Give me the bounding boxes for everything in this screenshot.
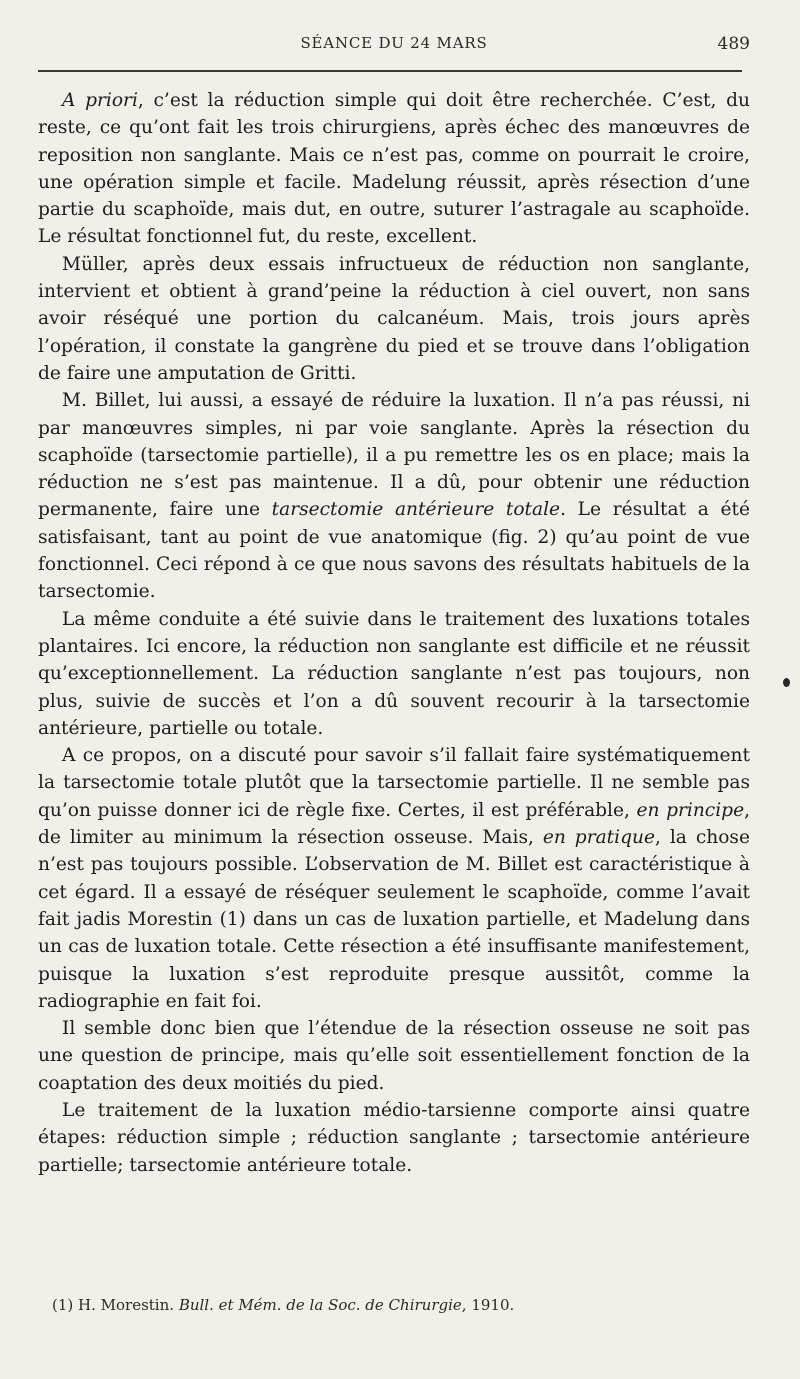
text-run: Il semble donc bien que l’étendue de la résection osseuse ne soit pas une question de principe, mais qu’elle soit essentiellement fonction de la coaptation des deux moitiés du pied. — [38, 1018, 750, 1094]
footnote-author: H. Morestin. — [78, 1296, 175, 1314]
italic-text: tarsectomie antérieure totale — [271, 499, 561, 521]
footnote-year: , 1910. — [461, 1296, 515, 1314]
paragraph — [38, 742, 750, 1015]
paragraph — [38, 1015, 750, 1097]
paragraph — [38, 251, 750, 387]
header-rule — [38, 70, 742, 72]
ink-speck — [783, 678, 790, 687]
body-text — [38, 87, 750, 1179]
header-title: SÉANCE DU 24 MARS — [300, 34, 488, 52]
paragraph — [38, 1097, 750, 1179]
italic-text: en principe — [636, 799, 745, 821]
text-run: A ce propos, on a discuté pour savoir s’il fallait faire systématiquement la tarsectomie totale plutôt que la tarsectomie partielle. Il ne semble pas qu’on puisse donner ici de règle fixe. Certes, il est préférable, — [38, 745, 750, 821]
text-run: Müller, après deux essais infructueux de réduction non sanglante, intervient et obtient à grand’peine la réduction à ciel ouvert, non sans avoir réséqué une portion du calcanéum. Mais, trois jours après l’opération, il constate la gangrène du pied et se trouve dans l’obligation de faire une amputation de Gritti. — [38, 253, 750, 384]
footnote-journal: Bull. et Mém. de la Soc. de Chirurgie — [178, 1296, 462, 1314]
italic-text: en pratique — [542, 827, 655, 849]
text-run: M. Billet, lui aussi, a essayé de réduire la luxation. Il n’a pas réussi, ni par manœuvres simples, ni par voie sanglante. Après la résection du scaphoïde (tarsectomie partielle), il a pu remettre les os en place; mais la réduction ne s’est pas maintenue. Il a dû, pour obtenir une réduction permanente, faire une — [38, 390, 750, 521]
text-run: Le traitement de la luxation médio-tarsienne comporte ainsi quatre étapes: réduction simple ; réduction sanglante ; tarsectomie antérieure partielle; tarsectomie antérieure totale. — [38, 1099, 750, 1176]
paragraph — [38, 387, 750, 605]
page-number: 489 — [717, 34, 750, 54]
text-run: La même conduite a été suivie dans le traitement des luxations totales plantaires. Ici encore, la réduction non sanglante est difficile et ne réussit qu’exceptionnellement. La réduction sanglante n’est pas toujours, non plus, suivie de succès et l’on a dû souvent recourir à la tarsectomie antérieure, partielle ou totale. — [38, 608, 750, 739]
text-run: , la chose n’est pas toujours possible. L’observation de M. Billet est caractéristique à cet égard. Il a essayé de réséquer seulement le scaphoïde, comme l’avait fait jadis Morestin (1) dans un cas de luxation partielle, et Madelung dans un cas de luxation totale. Cette résection a été insuffisante manifestement, puisque la luxation s’est reproduite presque aussitôt, comme la radiographie en fait foi. — [38, 827, 750, 1012]
text-run: , de limiter au minimum la résection osseuse. Mais, — [38, 799, 750, 849]
footnote-marker: (1) — [52, 1296, 74, 1314]
running-header — [38, 34, 750, 62]
text-run: . Le résultat a été satisfaisant, tant au point de vue anatomique (fig. 2) qu’au point de vue fonctionnel. Ceci répond à ce que nous savons des résultats habituels de la tarsectomie. — [38, 499, 750, 603]
text-run: , c’est la réduction simple qui doit être recherchée. C’est, du reste, ce qu’ont fait les trois chirurgiens, après échec des manœuvres de reposition non sanglante. Mais ce n’est pas, comme on pourrait le croire, une opération simple et facile. Madelung réussit, après résection d’une partie du scaphoïde, mais dut, en outre, suturer l’astragale au scaphoïde. Le résultat fonctionnel fut, du reste, excellent. — [38, 90, 750, 248]
italic-text: A priori — [62, 90, 138, 111]
paragraph — [38, 87, 750, 251]
paragraph — [38, 606, 750, 742]
footnote — [52, 1296, 514, 1314]
